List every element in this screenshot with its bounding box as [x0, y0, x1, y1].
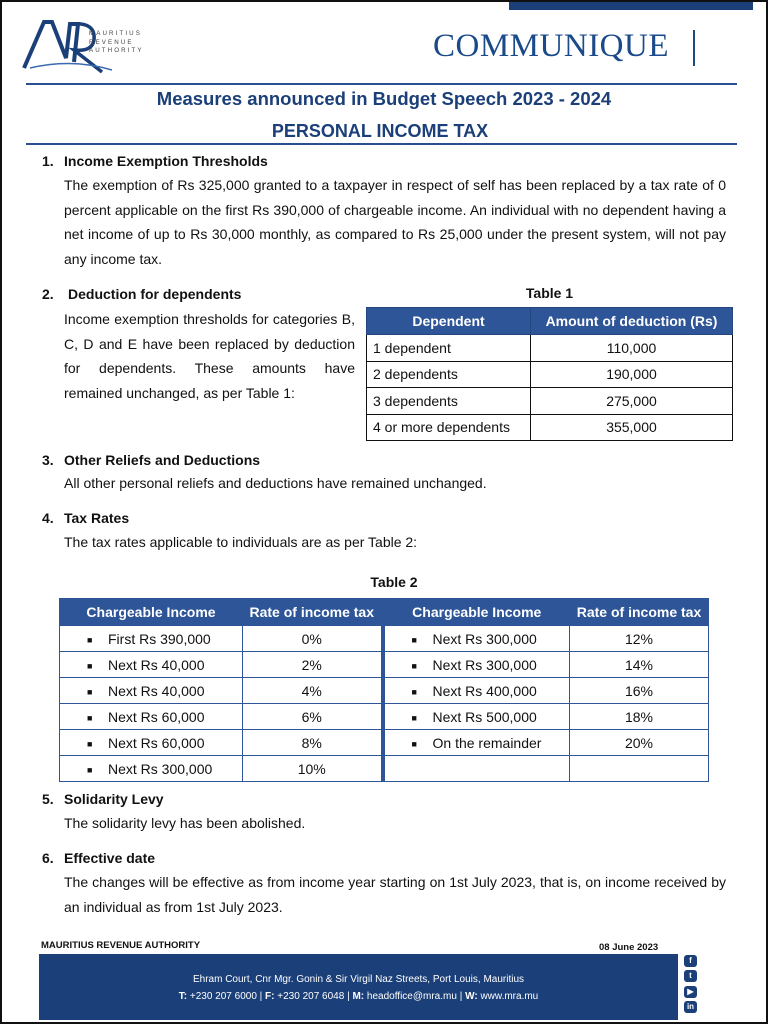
column-header: Chargeable Income: [60, 599, 243, 626]
social-icons: [684, 955, 698, 1017]
table-cell: ■ Next Rs 40,000: [60, 678, 243, 704]
table-cell: 3 dependents: [367, 388, 531, 415]
table-cell: 10%: [243, 756, 383, 782]
linkedin-icon[interactable]: in: [684, 1001, 697, 1013]
section-heading: 2. Deduction for dependents: [42, 286, 242, 302]
table-cell: 355,000: [531, 414, 733, 441]
dependents-table: [366, 307, 733, 441]
table-cell: ■ Next Rs 300,000: [383, 652, 570, 678]
table-cell: 275,000: [531, 388, 733, 415]
communique-divider: [693, 30, 695, 66]
table-cell: ■ Next Rs 60,000: [60, 704, 243, 730]
table-cell: 4 or more dependents: [367, 414, 531, 441]
communique-label: COMMUNIQUE: [433, 28, 669, 64]
footer-address: Ehram Court, Cnr Mgr. Gonin & Sir Virgil Naz Streets, Port Louis, Mauritius: [192, 974, 525, 985]
table-row: [367, 361, 733, 388]
page-title: Measures announced in Budget Speech 2023 - 2024: [156, 88, 612, 109]
column-header: Amount of deduction (Rs): [531, 308, 733, 335]
section-heading: 4. Tax Rates: [42, 510, 130, 526]
table-row: [367, 414, 733, 441]
footer-contact: T: +230 207 6000 | F: +230 207 6048 | M: headoffice@mra.mu | W: www.mra.mu: [178, 991, 539, 1002]
table-header-row: [60, 599, 709, 626]
table-cell: [570, 756, 709, 782]
table-cell: ■ On the remainder: [383, 730, 570, 756]
table-cell: ■ Next Rs 40,000: [60, 652, 243, 678]
table-cell: 14%: [570, 652, 709, 678]
table-row: [367, 335, 733, 362]
column-header: Rate of income tax: [570, 599, 709, 626]
table-cell: 2%: [243, 652, 383, 678]
table-cell: 4%: [243, 678, 383, 704]
page-subtitle: PERSONAL INCOME TAX: [271, 121, 489, 141]
table-cell: ■ Next Rs 500,000: [383, 704, 570, 730]
footer-date: 08 June 2023: [599, 942, 659, 953]
section-heading: 6. Effective date: [42, 850, 156, 866]
table-cell: ■ Next Rs 300,000: [60, 756, 243, 782]
column-header: Chargeable Income: [383, 599, 570, 626]
facebook-icon[interactable]: f: [684, 955, 697, 967]
footer-bar: [39, 954, 678, 1020]
table-cell: 190,000: [531, 361, 733, 388]
logo-wordmark: MAURITIUS REVENUE AUTHORITY: [89, 30, 144, 54]
table-row: [60, 626, 709, 652]
table-row: [60, 704, 709, 730]
column-header: Dependent: [367, 308, 531, 335]
section-text: Income exemption thresholds for categories B, C, D and E have been replaced by deduction for dependents. These amounts have remained unchanged, as per Table 1:: [64, 311, 355, 402]
header-rule: [26, 83, 737, 85]
section-text: The tax rates applicable to individuals are as per Table 2:: [64, 534, 418, 550]
table-row: [367, 388, 733, 415]
table-cell: 18%: [570, 704, 709, 730]
section-text: The changes will be effective as from income year starting on 1st July 2023, that is, on income received by an individual as from 1st July 2023.: [64, 874, 726, 915]
table-cell: 16%: [570, 678, 709, 704]
table-cell: 2 dependents: [367, 361, 531, 388]
section-text: All other personal reliefs and deductions have remained unchanged.: [64, 475, 487, 491]
table-cell: [383, 756, 570, 782]
column-header: Rate of income tax: [243, 599, 383, 626]
tax-rates-table: [59, 598, 709, 782]
table-row: [60, 730, 709, 756]
table-cell: 8%: [243, 730, 383, 756]
table-cell: ■ Next Rs 300,000: [383, 626, 570, 652]
table-cell: 12%: [570, 626, 709, 652]
table-cell: ■ First Rs 390,000: [60, 626, 243, 652]
table-row: [60, 678, 709, 704]
section-text: The solidarity levy has been abolished.: [64, 815, 306, 831]
title-rule: [26, 143, 737, 145]
table-cell: 110,000: [531, 335, 733, 362]
website-link[interactable]: www.mra.mu: [480, 991, 539, 1002]
table-row: [60, 756, 709, 782]
twitter-icon[interactable]: t: [684, 970, 697, 982]
youtube-icon[interactable]: ▶: [684, 986, 697, 998]
footer-org-name: MAURITIUS REVENUE AUTHORITY: [41, 940, 201, 951]
section-text: The exemption of Rs 325,000 granted to a taxpayer in respect of self has been replaced by a tax rate of 0 percent applicable on the first Rs 390,000 of chargeable income. An individual with no dependent having a net income of up to Rs 30,000 monthly, as compared to Rs 25,000 under the present system, will not pay any income tax.: [64, 177, 726, 268]
table-header-row: [367, 308, 733, 335]
table-cell: ■ Next Rs 60,000: [60, 730, 243, 756]
top-accent-bar: [509, 2, 753, 10]
section-heading: 1. Income Exemption Thresholds: [42, 153, 268, 169]
table-cell: 20%: [570, 730, 709, 756]
table-cell: 1 dependent: [367, 335, 531, 362]
section-heading: 5. Solidarity Levy: [42, 791, 164, 807]
table2-caption: Table 2: [370, 574, 418, 590]
table-row: [60, 652, 709, 678]
email-link[interactable]: headoffice@mra.mu: [366, 991, 457, 1002]
table-cell: ■ Next Rs 400,000: [383, 678, 570, 704]
table-cell: 0%: [243, 626, 383, 652]
section-heading: 3. Other Reliefs and Deductions: [42, 452, 261, 468]
table1-caption: Table 1: [525, 285, 574, 301]
table-cell: 6%: [243, 704, 383, 730]
